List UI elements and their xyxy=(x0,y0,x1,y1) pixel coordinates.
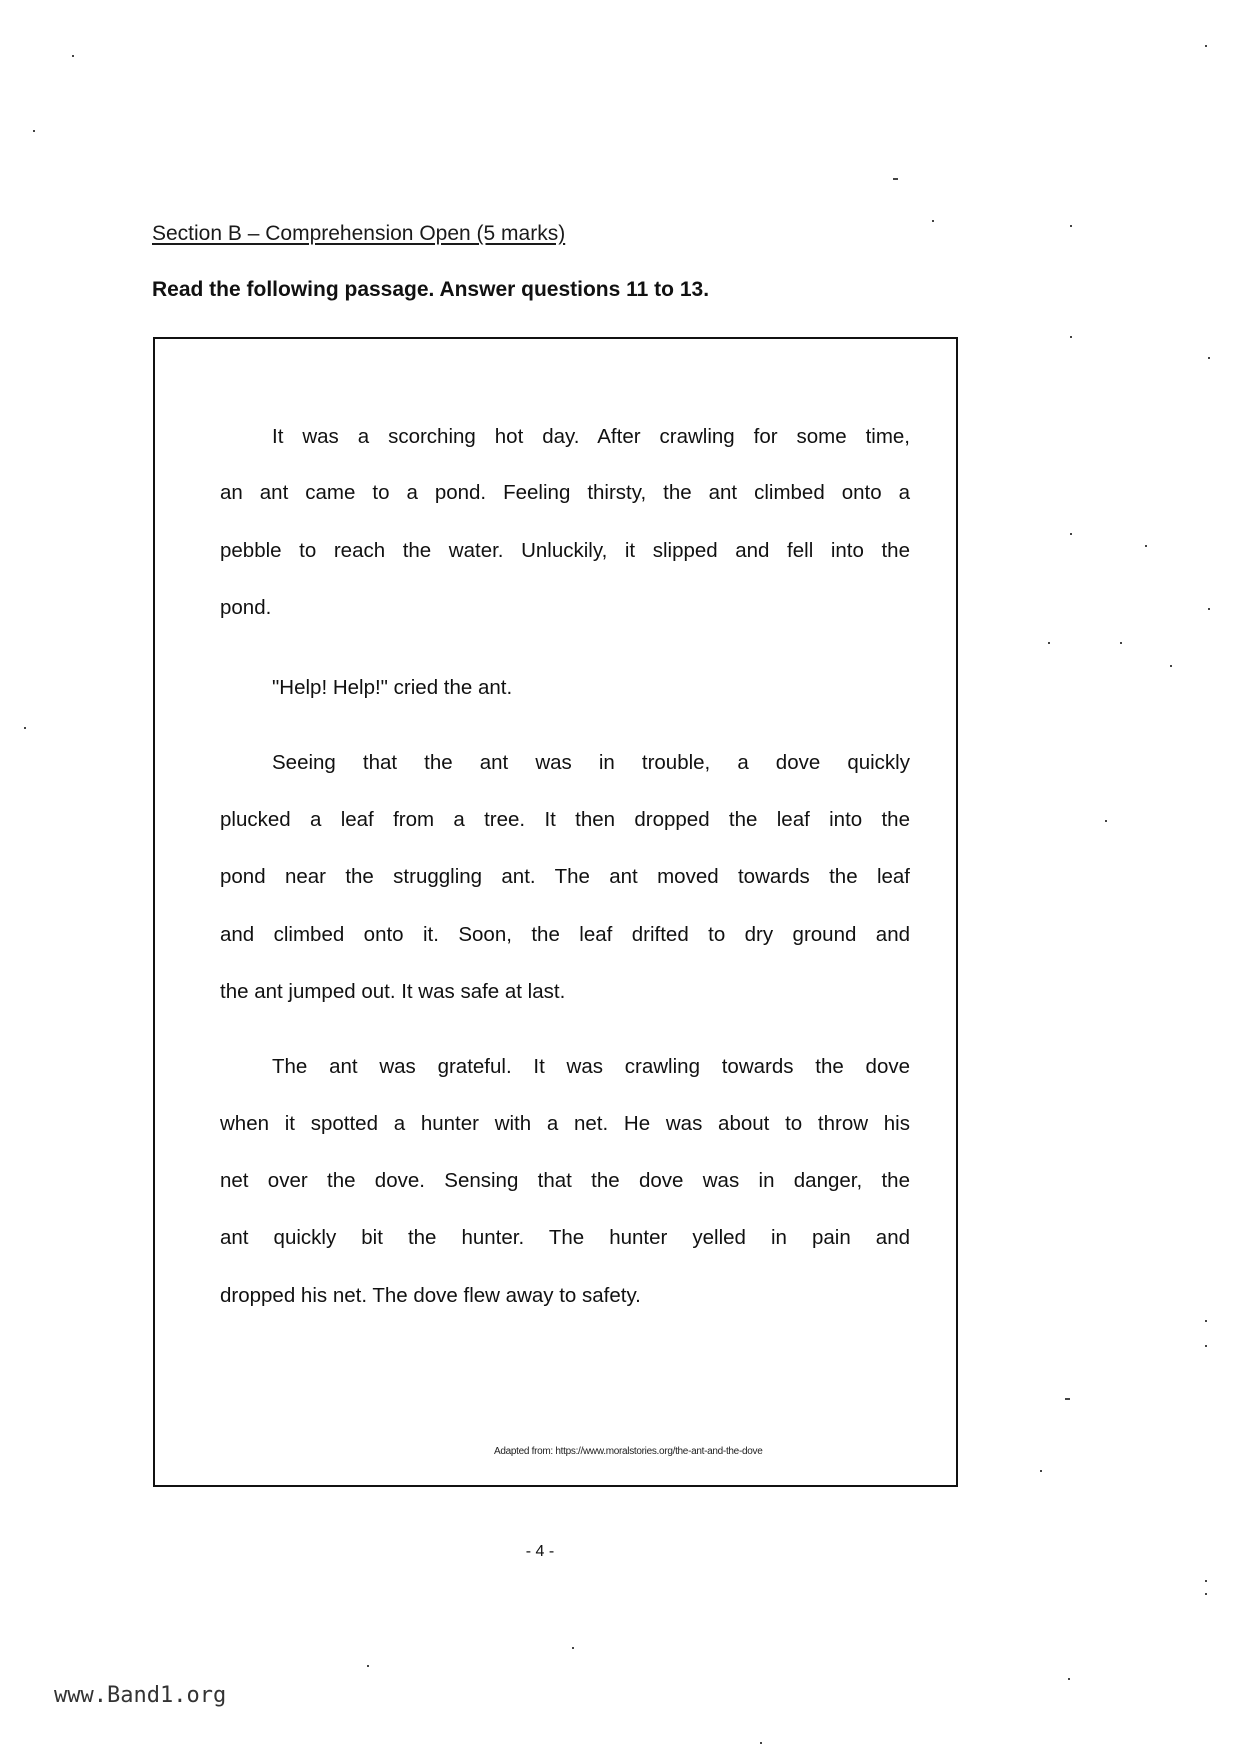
passage-line: It was a scorching hot day. After crawling for some time, xyxy=(272,425,910,448)
passage-line: pond near the struggling ant. The ant moved towards the leaf xyxy=(220,865,910,888)
passage-line: the ant jumped out. It was safe at last. xyxy=(220,980,566,1003)
instruction: Read the following passage. Answer questions 11 to 13. xyxy=(152,278,710,301)
passage-line: pebble to reach the water. Unluckily, it slipped and fell into the xyxy=(220,539,910,562)
passage-line: dropped his net. The dove flew away to safety. xyxy=(220,1284,641,1307)
passage-line: net over the dove. Sensing that the dove was in danger, the xyxy=(220,1169,910,1192)
passage-line: The ant was grateful. It was crawling towards the dove xyxy=(272,1055,910,1078)
passage-box xyxy=(153,337,958,1487)
passage-line: ant quickly bit the hunter. The hunter yelled in pain and xyxy=(220,1226,910,1249)
passage-line: pond. xyxy=(220,596,272,619)
watermark: www.Band1.org xyxy=(54,1683,227,1708)
passage-line: Seeing that the ant was in trouble, a dove quickly xyxy=(272,751,910,774)
passage-line: "Help! Help!" cried the ant. xyxy=(272,676,513,699)
page-number: - 4 - xyxy=(525,1543,555,1560)
passage-line: plucked a leaf from a tree. It then dropped the leaf into the xyxy=(220,808,910,831)
passage-line: an ant came to a pond. Feeling thirsty, the ant climbed onto a xyxy=(220,481,910,504)
passage-line: and climbed onto it. Soon, the leaf drifted to dry ground and xyxy=(220,923,910,946)
source-attribution: Adapted from: https://www.moralstories.org/the-ant-and-the-dove xyxy=(494,1446,763,1457)
passage-line: when it spotted a hunter with a net. He was about to throw his xyxy=(220,1112,910,1135)
section-heading: Section B – Comprehension Open (5 marks) xyxy=(152,222,566,245)
